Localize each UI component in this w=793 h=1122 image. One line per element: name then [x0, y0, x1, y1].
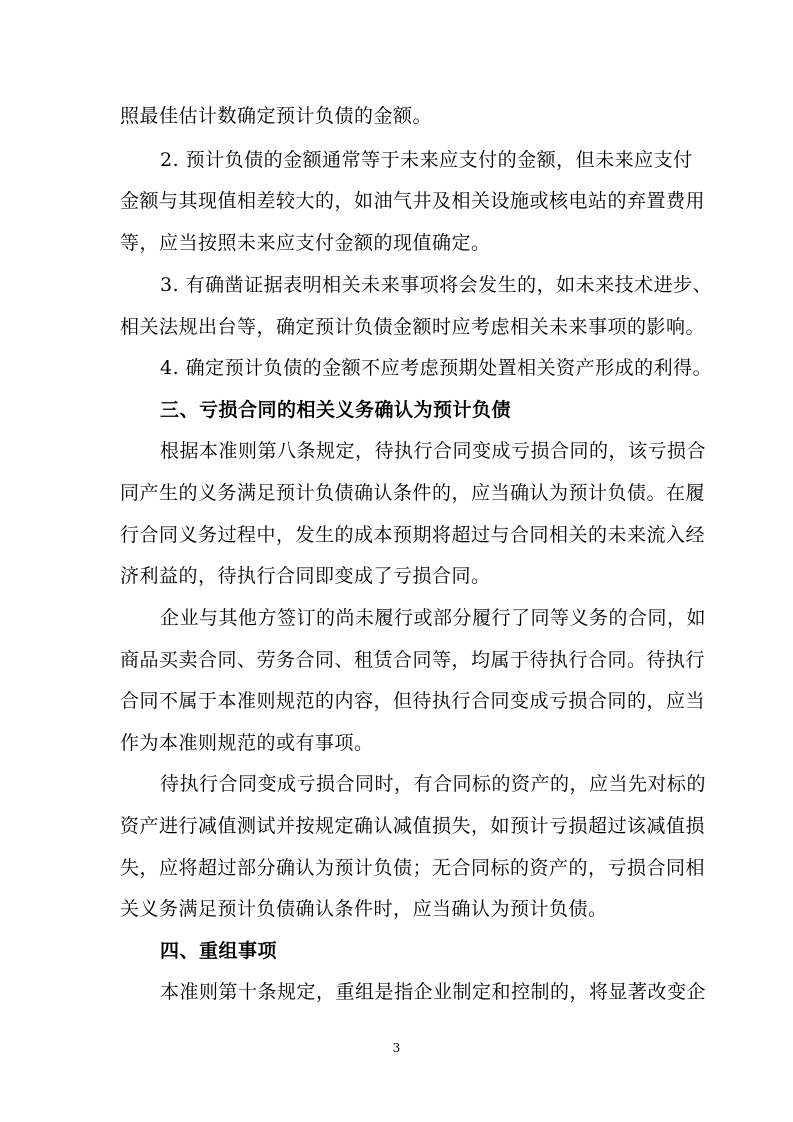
paragraph-line: 照最佳估计数确定预计负债的金额。 [120, 105, 433, 127]
section-heading: 四、重组事项 [160, 940, 278, 962]
paragraph-line: 企业与其他方签订的尚未履行或部分履行了同等义务的合同，如 [160, 607, 707, 629]
paragraph-line: 等，应当按照未来应支付金额的现值确定。 [120, 232, 491, 254]
paragraph-line: 同产生的义务满足预计负债确认条件的，应当确认为预计负债。在履 [120, 482, 706, 504]
paragraph-line: 济利益的，待执行合同即变成了亏损合同。 [120, 565, 491, 587]
paragraph-line: 2. 预计负债的金额通常等于未来应支付的金额，但未来应支付 [160, 149, 693, 171]
paragraph-line: 合同不属于本准则规范的内容，但待执行合同变成亏损合同的，应当 [120, 690, 706, 712]
paragraph-line: 根据本准则第八条规定，待执行合同变成亏损合同的，该亏损合 [160, 440, 707, 462]
paragraph-line: 本准则第十条规定，重组是指企业制定和控制的，将显著改变企 [160, 981, 707, 1003]
paragraph-line: 待执行合同变成亏损合同时，有合同标的资产的，应当先对标的 [160, 773, 707, 795]
paragraph-line: 3. 有确凿证据表明相关未来事项将会发生的，如未来技术进步、 [160, 274, 713, 296]
paragraph-line: 失，应将超过部分确认为预计负债；无合同标的资产的，亏损合同相 [120, 857, 706, 879]
paragraph-line: 4. 确定预计负债的金额不应考虑预期处置相关资产形成的利得。 [160, 357, 713, 379]
page-number: 3 [392, 1041, 401, 1055]
paragraph-line: 金额与其现值相差较大的，如油气井及相关设施或核电站的弃置费用 [120, 190, 706, 212]
section-heading: 三、亏损合同的相关义务确认为预计负债 [160, 399, 512, 421]
paragraph-line: 相关法规出台等，确定预计负债金额时应考虑相关未来事项的影响。 [120, 316, 706, 338]
paragraph-line: 资产进行减值测试并按规定确认减值损失，如预计亏损超过该减值损 [120, 815, 706, 837]
paragraph-line: 行合同义务过程中，发生的成本预期将超过与合同相关的未来流入经 [120, 524, 706, 546]
paragraph-line: 作为本准则规范的或有事项。 [120, 732, 374, 754]
paragraph-line: 关义务满足预计负债确认条件时，应当确认为预计负债。 [120, 898, 608, 920]
paragraph-line: 商品买卖合同、劳务合同、租赁合同等，均属于待执行合同。待执行 [120, 649, 706, 671]
